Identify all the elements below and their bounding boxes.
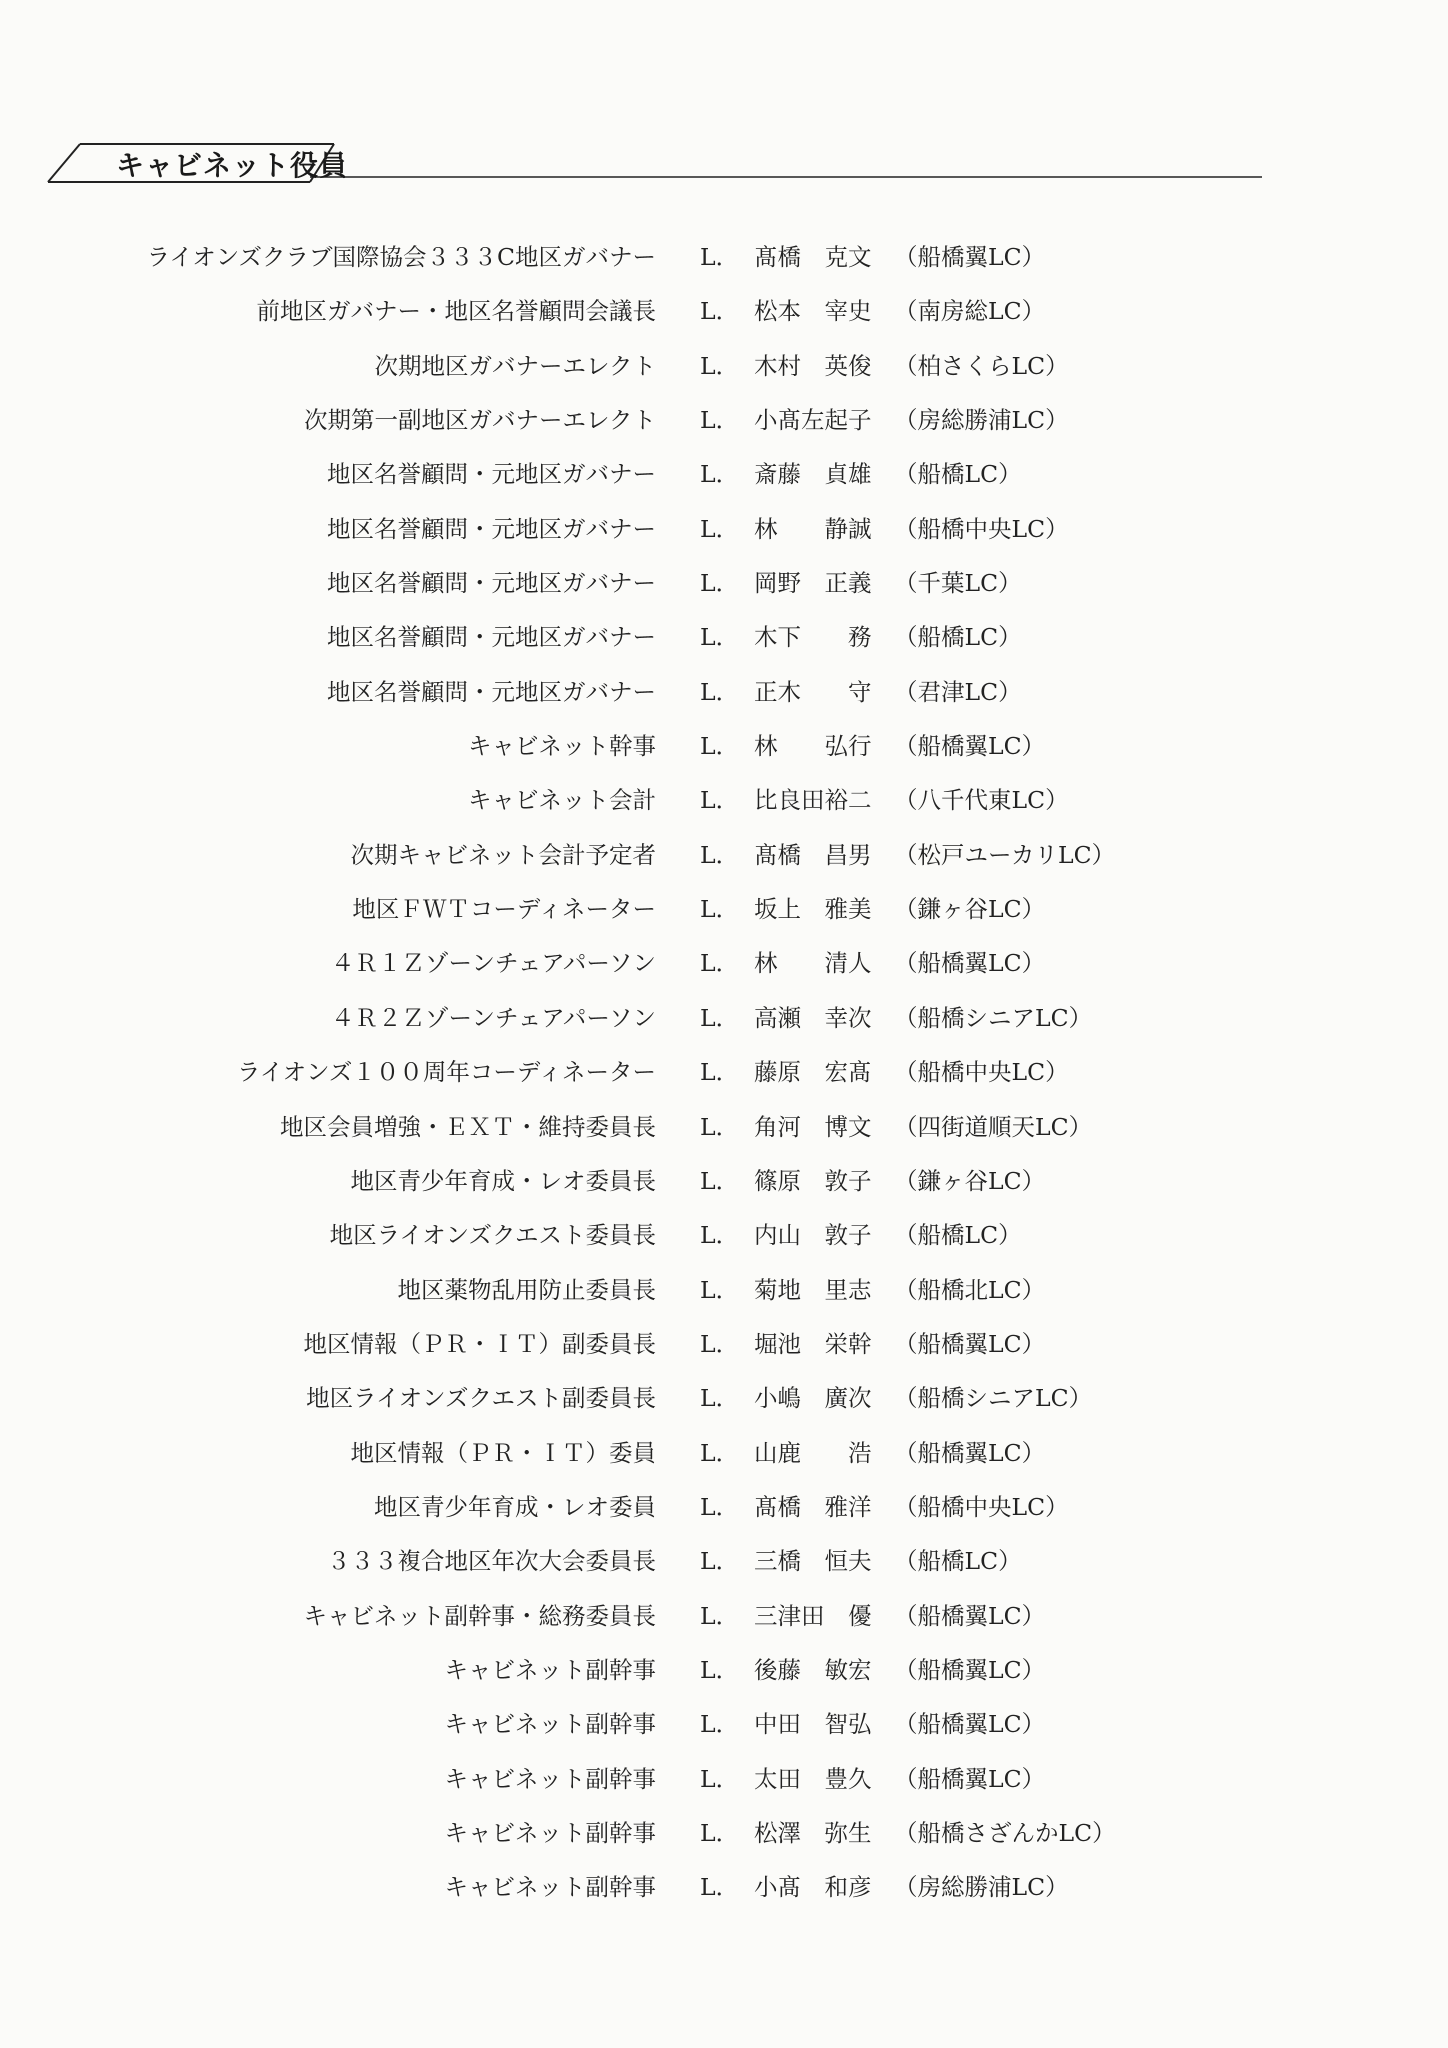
- officer-role: ３３３複合地区年次大会委員長: [327, 1547, 656, 1576]
- officer-role: キャビネット副幹事: [444, 1873, 656, 1902]
- officer-prefix: L．: [700, 1547, 740, 1576]
- officer-row: [0, 1208, 1448, 1262]
- officer-row: [0, 1534, 1448, 1588]
- officer-prefix: L．: [700, 1384, 740, 1413]
- officer-row: [0, 1643, 1448, 1697]
- officer-row: [0, 1371, 1448, 1425]
- officer-role: 地区名誉顧問・元地区ガバナー: [327, 623, 656, 652]
- officer-row: [0, 339, 1448, 393]
- officer-name: 堀池 栄幹: [754, 1329, 872, 1358]
- officer-row: [0, 1697, 1448, 1751]
- officer-prefix: L．: [700, 1873, 740, 1902]
- officer-row: [0, 1100, 1448, 1154]
- officer-club: （千葉LC）: [894, 569, 1022, 598]
- officer-row: [0, 773, 1448, 827]
- officer-name: 斎藤 貞雄: [754, 460, 872, 489]
- officer-club: （鎌ヶ谷LC）: [894, 1166, 1046, 1195]
- officer-prefix: L．: [700, 732, 740, 761]
- officer-role: 地区情報（ＰＲ・ＩＴ）委員: [350, 1438, 656, 1467]
- officer-prefix: L．: [700, 677, 740, 706]
- officer-role: キャビネット副幹事: [444, 1710, 656, 1739]
- officer-prefix: L．: [700, 949, 740, 978]
- page-title: キャビネット役員: [116, 149, 349, 182]
- officer-name: 菊地 里志: [754, 1275, 872, 1304]
- officer-name: 太田 豊久: [754, 1764, 872, 1793]
- officer-prefix: L．: [700, 895, 740, 924]
- officer-role: 地区ライオンズクエスト副委員長: [306, 1384, 656, 1413]
- officer-prefix: L．: [700, 243, 740, 271]
- officer-role: 地区ＦＷＴコーディネーター: [352, 895, 656, 924]
- officer-name: 小嶋 廣次: [754, 1384, 872, 1413]
- officer-row: [0, 1480, 1448, 1534]
- officer-club: （南房総LC）: [894, 297, 1046, 326]
- officer-role: 地区名誉顧問・元地区ガバナー: [327, 677, 656, 706]
- officer-club: （船橋翼LC）: [894, 243, 1046, 271]
- officer-prefix: L．: [700, 1058, 740, 1087]
- officer-prefix: L．: [700, 1655, 740, 1684]
- officer-role: キャビネット副幹事: [444, 1818, 656, 1847]
- officer-prefix: L．: [700, 1438, 740, 1467]
- officer-prefix: L．: [700, 460, 740, 489]
- officer-club: （船橋シニアLC）: [894, 1003, 1093, 1032]
- officer-club: （船橋LC）: [894, 623, 1022, 652]
- officer-name: 髙橋 雅洋: [754, 1492, 872, 1521]
- officer-role: 地区名誉顧問・元地区ガバナー: [327, 460, 656, 489]
- officer-prefix: L．: [700, 623, 740, 652]
- officer-row: [0, 1154, 1448, 1208]
- officer-name: 松澤 弥生: [754, 1818, 872, 1847]
- officer-name: 髙橋 昌男: [754, 840, 872, 869]
- officer-row: [0, 828, 1448, 882]
- officer-club: （八千代東LC）: [894, 786, 1069, 815]
- officer-name: 中田 智弘: [754, 1710, 872, 1739]
- officer-club: （船橋翼LC）: [894, 1655, 1046, 1684]
- officer-prefix: L．: [700, 1764, 740, 1793]
- officer-club: （房総勝浦LC）: [894, 406, 1069, 435]
- officer-role: 地区青少年育成・レオ委員長: [350, 1166, 656, 1195]
- officer-name: 三橋 恒夫: [754, 1547, 872, 1576]
- officer-club: （鎌ヶ谷LC）: [894, 895, 1046, 924]
- officer-row: [0, 230, 1448, 284]
- officer-row: [0, 284, 1448, 338]
- officer-role: キャビネット副幹事: [444, 1764, 656, 1793]
- officer-club: （船橋中央LC）: [894, 1058, 1069, 1087]
- officer-role: 次期地区ガバナーエレクト: [374, 351, 656, 380]
- officer-row: [0, 719, 1448, 773]
- officer-row: [0, 1860, 1448, 1914]
- officer-role: キャビネット幹事: [468, 732, 656, 761]
- officer-role: ４Ｒ１Ｚゾーンチェアパーソン: [330, 949, 656, 978]
- officer-name: 小髙左起子: [754, 406, 872, 435]
- officer-role: キャビネット副幹事・総務委員長: [303, 1601, 656, 1630]
- officer-club: （船橋翼LC）: [894, 1764, 1046, 1793]
- officer-role: キャビネット副幹事: [444, 1655, 656, 1684]
- officer-prefix: L．: [700, 297, 740, 326]
- officer-prefix: L．: [700, 1329, 740, 1358]
- officer-role: ライオンズクラブ国際協会３３３C地区ガバナー: [146, 243, 656, 271]
- officer-role: 地区青少年育成・レオ委員: [374, 1492, 656, 1521]
- officer-role: 前地区ガバナー・地区名誉顧問会議長: [256, 297, 656, 326]
- officer-name: 内山 敦子: [754, 1221, 872, 1250]
- officer-row: [0, 665, 1448, 719]
- officer-role: 次期第一副地区ガバナーエレクト: [303, 406, 656, 435]
- officer-club: （船橋さざんかLC）: [894, 1818, 1116, 1847]
- officer-name: 山鹿 浩: [754, 1438, 872, 1467]
- officer-row: [0, 1317, 1448, 1371]
- officer-row: [0, 1752, 1448, 1806]
- officer-row: [0, 610, 1448, 664]
- officer-club: （船橋シニアLC）: [894, 1384, 1093, 1413]
- officer-row: [0, 556, 1448, 610]
- officer-name: 角河 博文: [754, 1112, 872, 1141]
- officer-role: 地区名誉顧問・元地区ガバナー: [327, 514, 656, 543]
- officer-row: [0, 502, 1448, 556]
- officer-prefix: L．: [700, 1112, 740, 1141]
- officer-club: （四街道順天LC）: [894, 1112, 1093, 1141]
- officer-name: 坂上 雅美: [754, 895, 872, 924]
- officer-name: 高瀬 幸次: [754, 1003, 872, 1032]
- officer-row: [0, 393, 1448, 447]
- officer-prefix: L．: [700, 514, 740, 543]
- officer-name: 正木 守: [754, 677, 872, 706]
- officer-name: 岡野 正義: [754, 569, 872, 598]
- officer-role: 地区薬物乱用防止委員長: [397, 1275, 656, 1304]
- officer-club: （船橋LC）: [894, 1547, 1022, 1576]
- officer-list: [0, 230, 1448, 1915]
- officer-club: （船橋中央LC）: [894, 514, 1069, 543]
- officer-row: [0, 447, 1448, 501]
- officer-prefix: L．: [700, 351, 740, 380]
- officer-prefix: L．: [700, 1601, 740, 1630]
- officer-club: （船橋LC）: [894, 460, 1022, 489]
- officer-prefix: L．: [700, 1818, 740, 1847]
- officer-name: 松本 宰史: [754, 297, 872, 326]
- officer-row: [0, 1589, 1448, 1643]
- officer-row: [0, 1806, 1448, 1860]
- officer-club: （柏さくらLC）: [894, 351, 1069, 380]
- officer-prefix: L．: [700, 406, 740, 435]
- officer-prefix: L．: [700, 1275, 740, 1304]
- officer-name: 藤原 宏髙: [754, 1058, 872, 1087]
- officer-prefix: L．: [700, 1221, 740, 1250]
- officer-club: （船橋翼LC）: [894, 1710, 1046, 1739]
- officer-club: （船橋北LC）: [894, 1275, 1046, 1304]
- officer-club: （船橋翼LC）: [894, 1601, 1046, 1630]
- officer-club: （船橋翼LC）: [894, 1438, 1046, 1467]
- officer-prefix: L．: [700, 1166, 740, 1195]
- officer-row: [0, 991, 1448, 1045]
- officer-prefix: L．: [700, 1003, 740, 1032]
- officer-club: （房総勝浦LC）: [894, 1873, 1069, 1902]
- officer-role: 地区会員増強・ＥＸＴ・維持委員長: [280, 1112, 656, 1141]
- officer-row: [0, 1426, 1448, 1480]
- officer-row: [0, 1045, 1448, 1099]
- officer-prefix: L．: [700, 1492, 740, 1521]
- officer-club: （船橋LC）: [894, 1221, 1022, 1250]
- officer-row: [0, 936, 1448, 990]
- officer-name: 林 清人: [754, 949, 872, 978]
- officer-row: [0, 1263, 1448, 1317]
- officer-club: （松戸ユーカリLC）: [894, 840, 1116, 869]
- officer-role: ライオンズ１００周年コーディネーター: [236, 1058, 656, 1087]
- officer-prefix: L．: [700, 569, 740, 598]
- officer-club: （船橋翼LC）: [894, 1329, 1046, 1358]
- officer-club: （君津LC）: [894, 677, 1022, 706]
- officer-name: 篠原 敦子: [754, 1166, 872, 1195]
- officer-name: 林 弘行: [754, 732, 872, 761]
- officer-role: 次期キャビネット会計予定者: [350, 840, 656, 869]
- officer-role: ４Ｒ２Ｚゾーンチェアパーソン: [330, 1003, 656, 1032]
- officer-name: 髙橋 克文: [754, 243, 872, 271]
- officer-row: [0, 882, 1448, 936]
- officer-name: 三津田 優: [754, 1601, 872, 1630]
- officer-prefix: L．: [700, 786, 740, 815]
- officer-club: （船橋中央LC）: [894, 1492, 1069, 1521]
- officer-club: （船橋翼LC）: [894, 949, 1046, 978]
- officer-name: 比良田裕二: [754, 786, 872, 815]
- officer-name: 後藤 敏宏: [754, 1655, 872, 1684]
- officer-name: 木下 務: [754, 623, 872, 652]
- officer-role: 地区名誉顧問・元地区ガバナー: [327, 569, 656, 598]
- officer-prefix: L．: [700, 1710, 740, 1739]
- section-heading: [40, 136, 1270, 186]
- officer-role: 地区ライオンズクエスト委員長: [329, 1221, 656, 1250]
- officer-name: 小髙 和彦: [754, 1873, 872, 1902]
- officer-name: 林 静誠: [754, 514, 872, 543]
- officer-role: キャビネット会計: [468, 786, 656, 815]
- officer-role: 地区情報（ＰＲ・ＩＴ）副委員長: [303, 1329, 656, 1358]
- officer-name: 木村 英俊: [754, 351, 872, 380]
- officer-club: （船橋翼LC）: [894, 732, 1046, 761]
- officer-prefix: L．: [700, 840, 740, 869]
